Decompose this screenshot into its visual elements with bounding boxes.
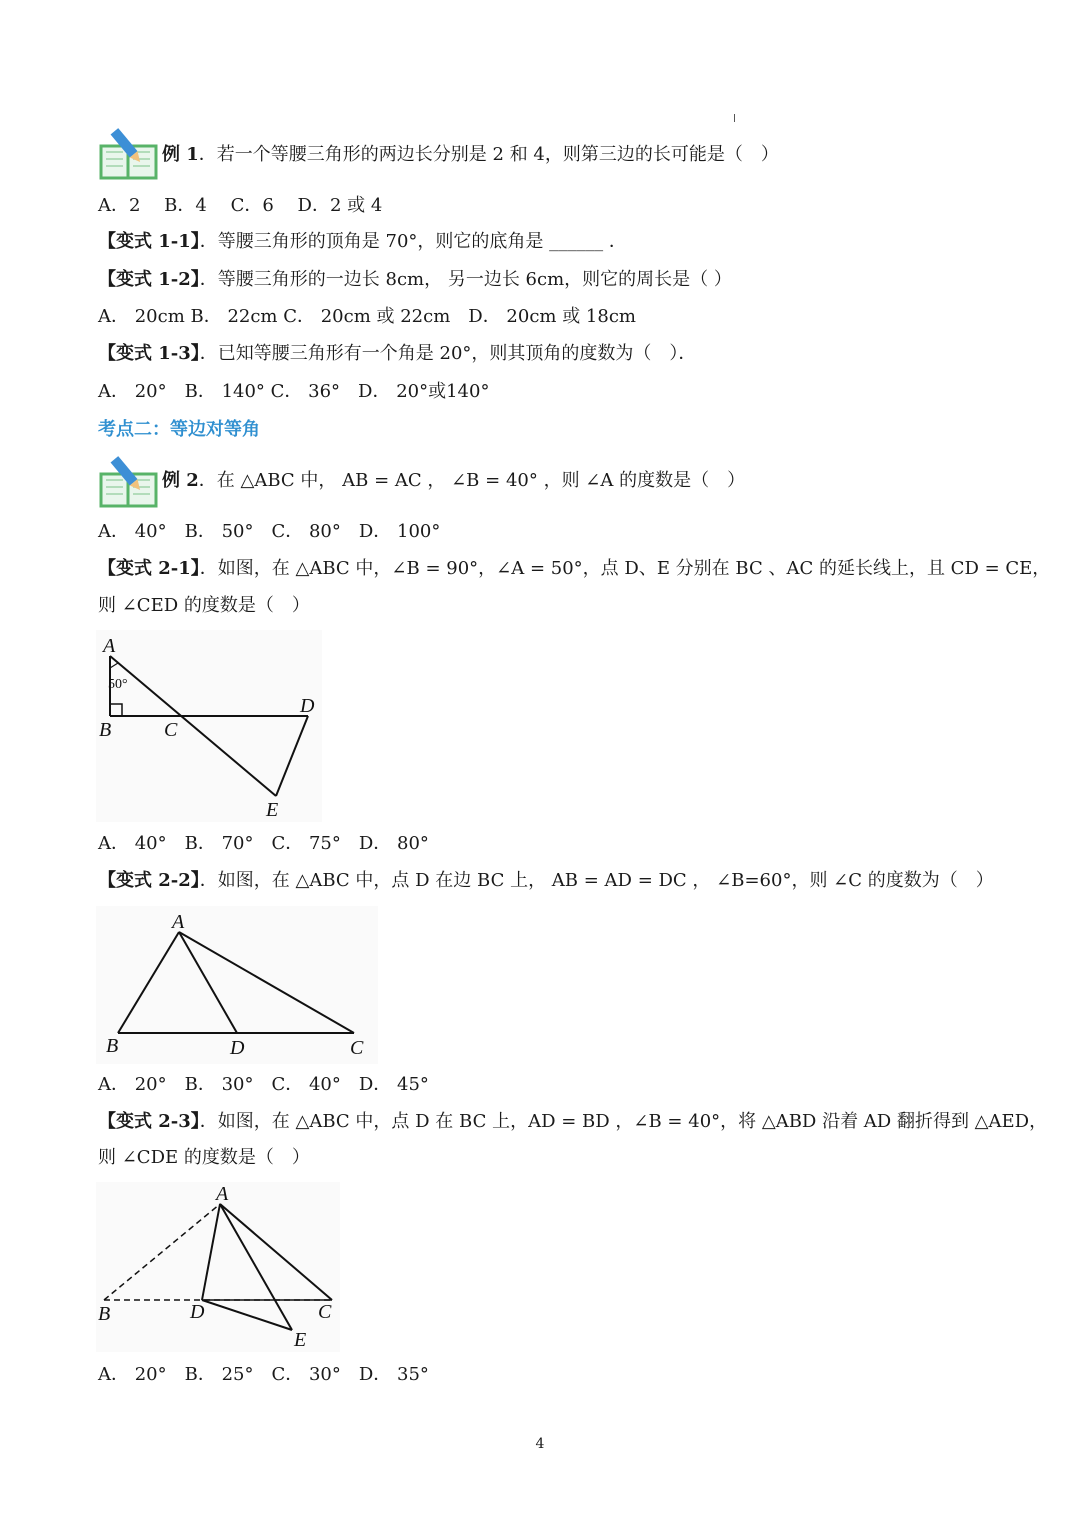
- variant-2-3: 【变式 2-3】．如图，在 △ABC 中，点 D 在 BC 上，AD = BD ，∠B = 40°，将 △ABD 沿着 AD 翻折得到 △AED，: [98, 1111, 1048, 1132]
- variant-1-3: 【变式 1-3】．已知等腰三角形有一个角是 20°，则其顶角的度数为（ ）．: [98, 343, 697, 364]
- example-2-options: A． 40° B． 50° C． 80° D． 100°: [98, 521, 441, 542]
- variant-1-3-options: A． 20° B． 140° C． 36° D． 20°或140°: [98, 381, 490, 402]
- figure-2-1: [96, 630, 322, 822]
- example-1-options: A．2 B．4 C．6 D．2 或 4: [98, 195, 383, 216]
- label-E: E: [294, 1329, 307, 1351]
- book-pencil-icon: [98, 126, 160, 182]
- label-D: D: [230, 1037, 245, 1059]
- example-2-question: 例 2．在 △ABC 中， AB = AC ， ∠B = 40° ，则 ∠A 的度数是（ ）: [162, 470, 746, 491]
- label-A: A: [103, 635, 116, 657]
- label-B: B: [99, 719, 112, 741]
- variant-2-3-line2: 则 ∠CDE 的度数是（ ）: [98, 1147, 310, 1168]
- label-D: D: [300, 695, 315, 717]
- book-pencil-icon: [98, 454, 160, 510]
- variant-1-1: 【变式 1-1】．等腰三角形的顶角是 70°，则它的底角是 ______ ．: [98, 231, 627, 252]
- label-B: B: [106, 1035, 119, 1057]
- variant-1-2: 【变式 1-2】．等腰三角形的一边长 8cm， 另一边长 6cm，则它的周长是（ ）: [98, 269, 732, 290]
- label-D: D: [190, 1301, 205, 1323]
- page-number: 4: [535, 1436, 545, 1452]
- variant-1-2-options: A． 20cm B． 22cm C． 20cm 或 22cm D． 20cm 或 18cm: [98, 306, 636, 327]
- label-B: B: [98, 1303, 111, 1325]
- label-C: C: [164, 719, 178, 741]
- variant-2-1-line2: 则 ∠CED 的度数是（ ）: [98, 595, 310, 616]
- label-C: C: [350, 1037, 364, 1059]
- figure-2-2: [96, 906, 378, 1064]
- variant-2-1: 【变式 2-1】．如图，在 △ABC 中，∠B = 90°，∠A = 50°，点 D、E 分别在 BC 、AC 的延长线上，且 CD = CE，: [98, 558, 1051, 579]
- figure-2-3: [96, 1182, 340, 1352]
- label-C: C: [318, 1301, 332, 1323]
- label-A: A: [172, 911, 185, 933]
- variant-2-1-options: A． 40° B． 70° C． 75° D． 80°: [98, 833, 429, 854]
- label-A: A: [216, 1183, 229, 1205]
- scan-mark: [734, 114, 735, 122]
- example-1-question: 例 1．若一个等腰三角形的两边长分别是 2 和 4，则第三边的长可能是（ ）: [162, 144, 779, 165]
- variant-2-3-options: A． 20° B． 25° C． 30° D． 35°: [98, 1364, 429, 1385]
- angle-label: 50°: [108, 677, 128, 692]
- variant-2-2-options: A． 20° B． 30° C． 40° D． 45°: [98, 1074, 429, 1095]
- label-E: E: [266, 799, 279, 821]
- section-heading: 考点二：等边对等角: [98, 419, 260, 440]
- variant-2-2: 【变式 2-2】．如图，在 △ABC 中，点 D 在边 BC 上， AB = AD = DC ， ∠B=60°，则 ∠C 的度数为（ ）: [98, 870, 994, 891]
